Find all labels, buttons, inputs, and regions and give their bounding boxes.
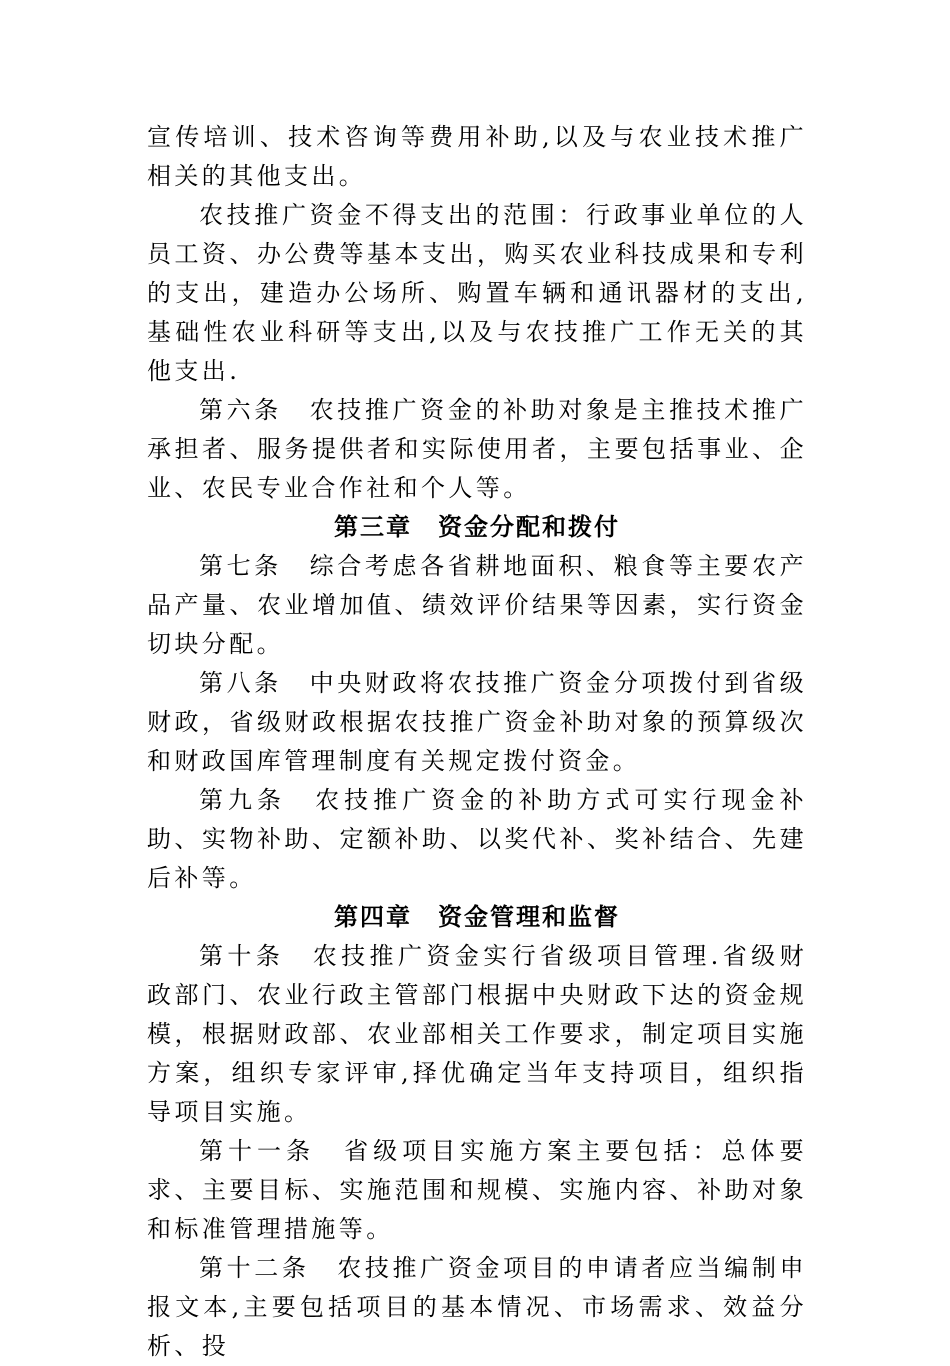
chapter-4-heading: 第四章 资金管理和监督 <box>334 903 620 931</box>
article-6: 第六条 农技推广资金的补助对象是主推技术推广承担者、服务提供者和实际使用者，主要包括事业、企业、农民专业合作社和个人等。 <box>147 396 807 502</box>
article-10: 第十条 农技推广资金实行省级项目管理.省级财政部门、农业行政主管部门根据中央财政下达的资金规模，根据财政部、农业部相关工作要求，制定项目实施方案，组织专家评审,择优确定当年支持项目，组织指导项目实施。 <box>147 942 807 1126</box>
chapter-3-heading: 第三章 资金分配和拨付 <box>334 513 620 541</box>
article-12: 第十二条 农技推广资金项目的申请者应当编制申报文本,主要包括项目的基本情况、市场需求、效益分析、投 <box>147 1254 807 1360</box>
article-11: 第十一条 省级项目实施方案主要包括：总体要求、主要目标、实施范围和规模、实施内容、补助对象和标准管理措施等。 <box>147 1137 807 1243</box>
paragraph-prohibited-expenditures: 农技推广资金不得支出的范围：行政事业单位的人员工资、办公费等基本支出，购买农业科技成果和专利的支出，建造办公场所、购置车辆和通讯器材的支出,基础性农业科研等支出,以及与农技推广工作无关的其他支出. <box>147 201 807 385</box>
article-9: 第九条 农技推广资金的补助方式可实行现金补助、实物补助、定额补助、以奖代补、奖补结合、先建后补等。 <box>147 786 807 892</box>
paragraph-continuation: 宣传培训、技术咨询等费用补助,以及与农业技术推广相关的其他支出。 <box>147 123 807 190</box>
article-8: 第八条 中央财政将农技推广资金分项拨付到省级财政，省级财政根据农技推广资金补助对象的预算级次和财政国库管理制度有关规定拨付资金。 <box>147 669 807 775</box>
article-7: 第七条 综合考虑各省耕地面积、粮食等主要农产品产量、农业增加值、绩效评价结果等因素，实行资金切块分配。 <box>147 552 807 658</box>
document-body <box>147 118 807 1366</box>
